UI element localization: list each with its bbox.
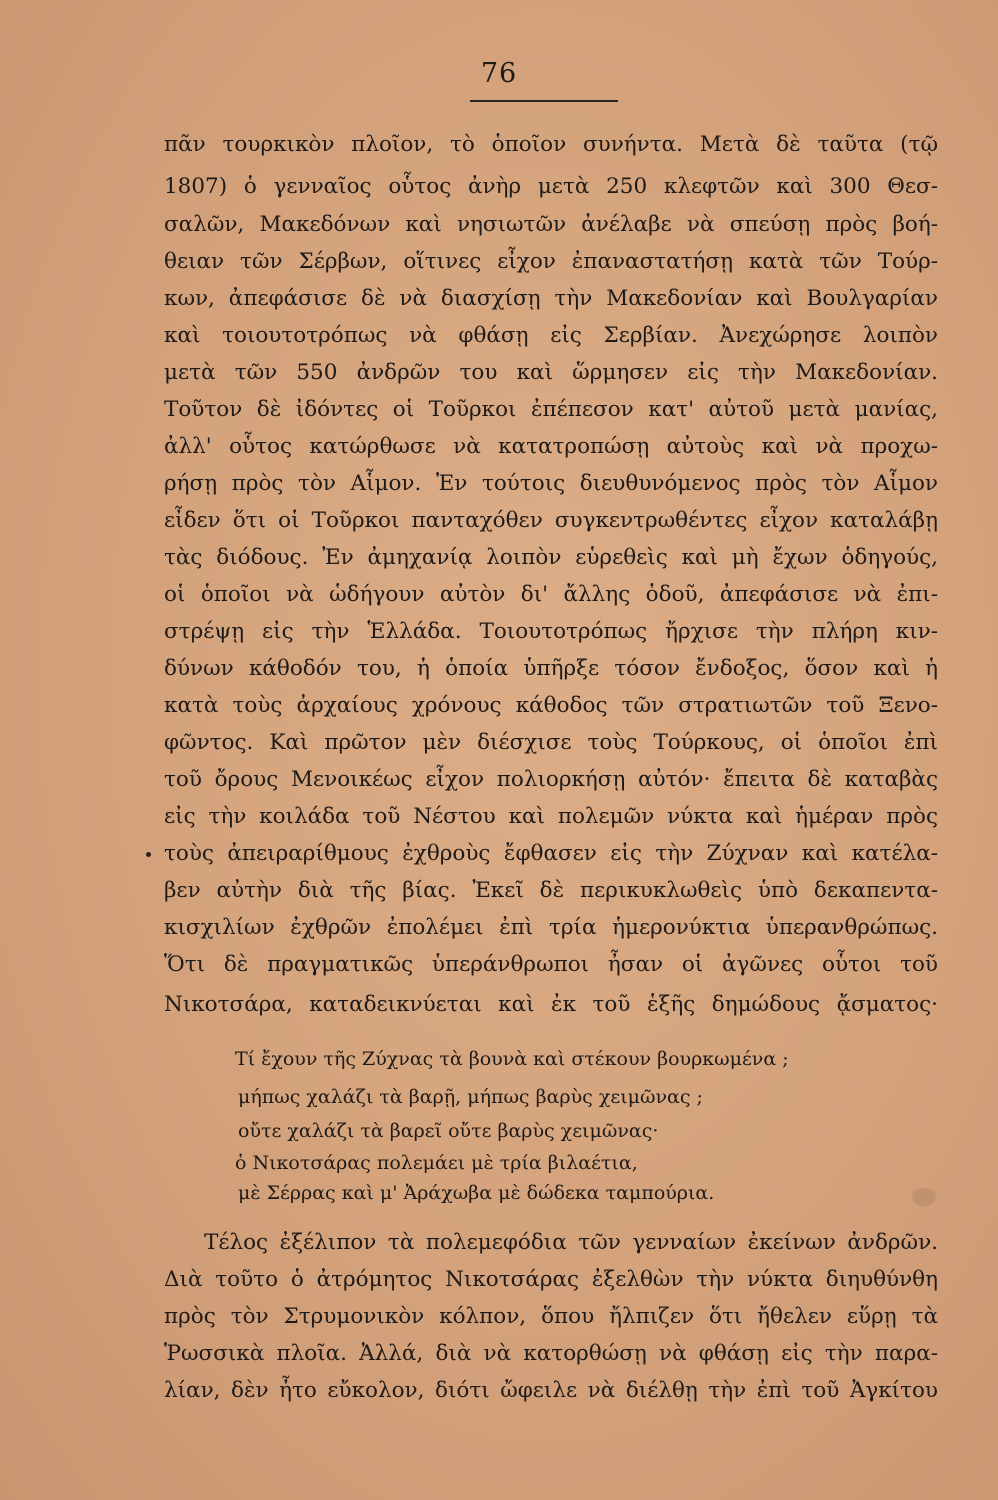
text-line: Ῥωσσικὰ πλοῖα. Ἀλλά, διὰ νὰ κατορθώσῃ νὰ φθάσῃ εἰς τὴν παρα- xyxy=(164,1341,938,1366)
verse-line: Τί ἔχουν τῆς Ζύχνας τὰ βουνὰ καὶ στέκουν βουρκωμένα ; xyxy=(235,1048,789,1070)
text-line: ἀλλ' οὗτος κατώρθωσε νὰ κατατροπώσῃ αὐτοὺς καὶ νὰ προχω- xyxy=(164,434,938,459)
text-line: Νικοτσάρα, καταδεικνύεται καὶ ἐκ τοῦ ἑξῆς δημώδους ᾄσματος· xyxy=(164,992,938,1017)
verse-line: μὲ Σέρρας καὶ μ' Ἀράχωβα μὲ δώδεκα ταμπούρια. xyxy=(238,1182,715,1204)
page-number: 76 xyxy=(480,58,518,89)
text-line: φῶντος. Καὶ πρῶτον μὲν διέσχισε τοὺς Τούρκους, οἱ ὁποῖοι ἐπὶ xyxy=(164,730,938,755)
text-line: καὶ τοιουτοτρόπως νὰ φθάσῃ εἰς Σερβίαν. Ἀνεχώρησε λοιπὸν xyxy=(164,323,938,348)
text-line: λίαν, δὲν ἦτο εὔκολον, διότι ὤφειλε νὰ διέλθῃ τὴν ἐπὶ τοῦ Ἀγκίτου xyxy=(164,1378,938,1403)
text-line: Ὅτι δὲ πραγματικῶς ὑπεράνθρωποι ἦσαν οἱ ἀγῶνες οὗτοι τοῦ xyxy=(164,952,938,977)
text-line: πρὸς τὸν Στρυμονικὸν κόλπον, ὅπου ἤλπιζεν ὅτι ἤθελεν εὕρῃ τὰ xyxy=(164,1304,938,1329)
page-number-rule xyxy=(470,100,618,102)
verse-line: οὔτε χαλάζι τὰ βαρεῖ οὔτε βαρὺς χειμῶνας· xyxy=(238,1120,659,1142)
text-line: ρήσῃ πρὸς τὸν Αἷμον. Ἐν τούτοις διευθυνόμενος πρὸς τὸν Αἷμον xyxy=(164,471,938,496)
text-line: βεν αὐτὴν διὰ τῆς βίας. Ἐκεῖ δὲ περικυκλωθεὶς ὑπὸ δεκαπεντα- xyxy=(164,878,938,903)
text-line: τὰς διόδους. Ἐν ἀμηχανίᾳ λοιπὸν εὑρεθεὶς καὶ μὴ ἔχων ὁδηγούς, xyxy=(164,545,938,570)
margin-dot xyxy=(146,852,151,857)
text-line: στρέψῃ εἰς τὴν Ἑλλάδα. Τοιουτοτρόπως ἤρχισε τὴν πλήρη κιν- xyxy=(164,619,938,644)
text-line: Τοῦτον δὲ ἰδόντες οἱ Τοῦρκοι ἐπέπεσον κατ' αὐτοῦ μετὰ μανίας, xyxy=(164,397,938,422)
text-line: κατὰ τοὺς ἀρχαίους χρόνους κάθοδος τῶν στρατιωτῶν τοῦ Ξενο- xyxy=(164,693,938,718)
text-line: κων, ἀπεφάσισε δὲ νὰ διασχίσῃ τὴν Μακεδονίαν καὶ Βουλγαρίαν xyxy=(164,286,938,311)
text-line: Διὰ τοῦτο ὁ ἀτρόμητος Νικοτσάρας ἐξελθὼν τὴν νύκτα διηυθύνθη xyxy=(164,1267,938,1292)
text-line: τοὺς ἀπειραρίθμους ἐχθροὺς ἔφθασεν εἰς τὴν Ζύχναν καὶ κατέλα- xyxy=(164,841,938,866)
text-line: μετὰ τῶν 550 ἀνδρῶν του καὶ ὥρμησεν εἰς τὴν Μακεδονίαν. xyxy=(164,360,938,385)
text-line: εἶδεν ὅτι οἱ Τοῦρκοι πανταχόθεν συγκεντρωθέντες εἶχον καταλάβῃ xyxy=(164,508,938,533)
text-line: θειαν τῶν Σέρβων, οἵτινες εἶχον ἐπαναστατήσῃ κατὰ τῶν Τούρ- xyxy=(164,249,938,274)
text-line: οἱ ὁποῖοι νὰ ὡδήγουν αὐτὸν δι' ἄλλης ὁδοῦ, ἀπεφάσισε νὰ ἐπι- xyxy=(164,582,938,607)
text-line: σαλῶν, Μακεδόνων καὶ νησιωτῶν ἀνέλαβε νὰ σπεύσῃ πρὸς βοή- xyxy=(164,212,938,237)
text-line: τοῦ ὄρους Μενοικέως εἶχον πολιορκήσῃ αὐτόν· ἔπειτα δὲ καταβὰς xyxy=(164,767,938,792)
text-line: εἰς τὴν κοιλάδα τοῦ Νέστου καὶ πολεμῶν νύκτα καὶ ἡμέραν πρὸς xyxy=(164,804,938,829)
page-stain xyxy=(912,1188,936,1206)
text-line: 1807) ὁ γενναῖος οὗτος ἀνὴρ μετὰ 250 κλεφτῶν καὶ 300 Θεσ- xyxy=(164,174,938,199)
verse-line: ὁ Νικοτσάρας πολεμάει μὲ τρία βιλαέτια, xyxy=(235,1152,638,1174)
text-line: κισχιλίων ἐχθρῶν ἐπολέμει ἐπὶ τρία ἡμερονύκτια ὑπερανθρώπως. xyxy=(164,915,938,940)
verse-line: μήπως χαλάζι τὰ βαρῇ, μήπως βαρὺς χειμῶνας ; xyxy=(238,1086,703,1108)
text-line: δύνων κάθοδόν του, ἡ ὁποία ὑπῆρξε τόσον ἔνδοξος, ὅσον καὶ ἡ xyxy=(164,656,938,681)
text-line: πᾶν τουρκικὸν πλοῖον, τὸ ὁποῖον συνήντα. Μετὰ δὲ ταῦτα (τῷ xyxy=(164,132,938,157)
text-line: Τέλος ἐξέλιπον τὰ πολεμεφόδια τῶν γενναίων ἐκείνων ἀνδρῶν. xyxy=(204,1230,938,1255)
